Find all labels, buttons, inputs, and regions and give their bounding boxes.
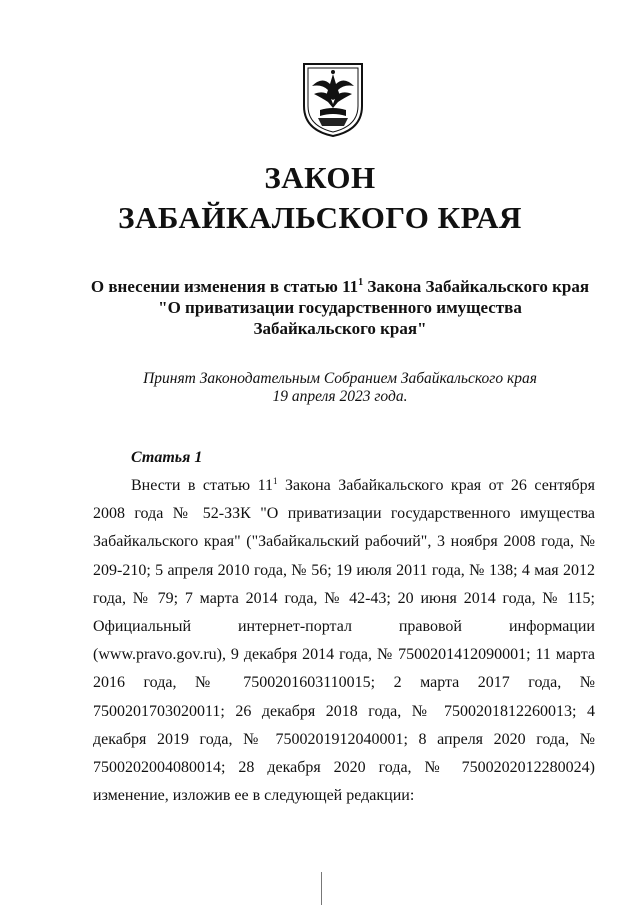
coat-of-arms-icon <box>300 60 366 138</box>
subtitle-line-3: Забайкальского края" <box>253 319 427 338</box>
subtitle-line-1: О внесении изменения в статью $11^1$ Закона Забайкальского края <box>90 277 590 296</box>
subtitle-line-2: "О приватизации государственного имущества <box>158 298 522 317</box>
scan-edge-mark <box>321 872 322 905</box>
adoption-line-1: Принят Законодательным Собранием Забайкальского края <box>143 370 537 387</box>
adoption-note <box>80 370 600 406</box>
law-title: ЗАКОН <box>264 160 376 195</box>
adoption-date: 19 апреля 2023 года. <box>272 388 408 405</box>
article-body: Внести в статью $11^1$ Закона Забайкальского края от 26 сентября 2008 года № 52-ЗЗК "О приватизации государственного имущества Забайкальского края" ("Забайкальский рабочий", 3 ноября 2008 года, № 209-210; 5 апреля 2010 года, № 56; 19 июля 2011 года, № 138; 4 мая 2012 года, № 79; 7 марта 2014 года, № 42-43; 20 июня 2014 года, № 115; Официальный интернет-портал правовой информации (www.pravo.gov.ru), 9 декабря 2014 года, № 7500201412090001; 11 марта 2016 года, № 7500201603110015; 2 марта 2017 года, № 7500201703020011; 26 декабря 2018 года, № 7500201812260013; 4 декабря 2019 года, № 7500201912040001; 8 апреля 2020 года, № 7500202004080014; 28 декабря 2020 года, № 7500202012280024) изменение, изложив ее в следующей редакции: <box>93 476 595 805</box>
law-region-title: ЗАБАЙКАЛЬСКОГО КРАЯ <box>118 200 522 235</box>
article-heading: Статья 1 <box>131 449 203 466</box>
law-subtitle <box>80 276 600 339</box>
